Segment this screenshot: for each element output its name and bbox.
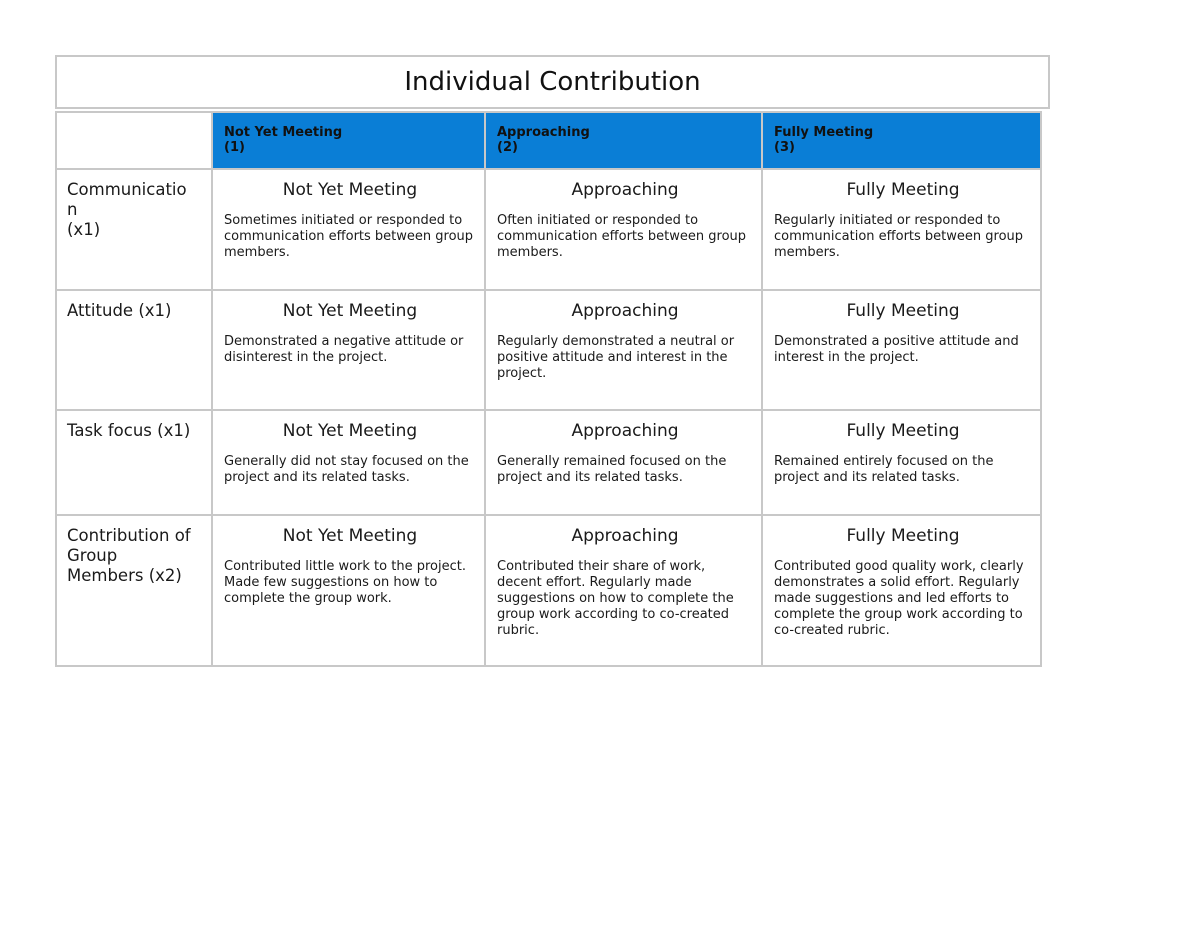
criterion-label: (x1) [67,220,101,239]
descriptor-cell [212,169,485,290]
level-heading: Approaching [571,421,679,441]
header-approaching [485,112,762,169]
descriptor-cell [762,410,1041,515]
header-row [56,112,1041,169]
level-heading: Approaching [571,526,679,546]
descriptor-cell [485,290,762,410]
descriptor-cell [762,290,1041,410]
level-description: Contributed little work to the project. Made few suggestions on how to complete the group work. [224,559,466,606]
header-fully-meeting [762,112,1041,169]
table-row [56,410,1041,515]
criterion-label: Task focus (x1) [67,421,191,440]
level-description: Demonstrated a positive attitude and interest in the project. [774,334,1019,365]
header-level-score: (1) [224,140,245,155]
criterion-label: Contribution of [67,526,191,545]
table-row [56,169,1041,290]
level-heading: Not Yet Meeting [282,421,418,441]
criterion-label: Communicatio [67,180,187,199]
table-row [56,515,1041,666]
level-heading: Fully Meeting [846,421,960,441]
descriptor-cell [212,290,485,410]
level-heading: Approaching [571,180,679,200]
criterion-contribution [56,515,212,666]
criterion-label: Members (x2) [67,566,182,585]
level-heading: Fully Meeting [846,526,960,546]
header-level-name: Approaching [497,125,590,140]
level-description: Contributed their share of work, decent effort. Regularly made suggestions on how to complete the group work according to co-created rubric. [497,559,734,638]
level-description: Regularly demonstrated a neutral or positive attitude and interest in the project. [497,334,735,381]
table-row [56,290,1041,410]
descriptor-cell [762,169,1041,290]
level-heading: Not Yet Meeting [282,301,418,321]
level-heading: Fully Meeting [846,180,960,200]
header-level-name: Not Yet Meeting [224,125,343,140]
level-description: Sometimes initiated or responded to communication efforts between group members. [224,213,474,260]
descriptor-cell [485,410,762,515]
descriptor-cell [485,169,762,290]
criterion-label: Group [67,546,118,565]
criterion-attitude [56,290,212,410]
level-description: Generally remained focused on the project and its related tasks. [497,454,727,485]
level-description: Remained entirely focused on the project and its related tasks. [774,454,994,485]
descriptor-cell [762,515,1041,666]
level-heading: Approaching [571,301,679,321]
level-heading: Not Yet Meeting [282,526,418,546]
level-description: Generally did not stay focused on the project and its related tasks. [224,454,469,485]
level-heading: Not Yet Meeting [282,180,418,200]
level-description: Contributed good quality work, clearly demonstrates a solid effort. Regularly made suggestions and led efforts to complete the group work according to co-created rubric. [774,559,1024,638]
descriptor-cell [485,515,762,666]
criterion-communication [56,169,212,290]
rubric-title: Individual Contribution [404,67,701,97]
header-blank-cell [56,112,212,169]
rubric-title-box [55,55,1050,109]
level-description: Often initiated or responded to communication efforts between group members. [497,213,747,260]
header-level-score: (2) [497,140,518,155]
header-level-score: (3) [774,140,795,155]
level-description: Demonstrated a negative attitude or disinterest in the project. [224,334,464,365]
level-heading: Fully Meeting [846,301,960,321]
criterion-task-focus [56,410,212,515]
header-not-yet-meeting [212,112,485,169]
rubric-table [55,111,1042,667]
level-description: Regularly initiated or responded to communication efforts between group members. [774,213,1024,260]
criterion-label: n [67,200,78,219]
descriptor-cell [212,410,485,515]
criterion-label: Attitude (x1) [67,301,172,320]
descriptor-cell [212,515,485,666]
header-level-name: Fully Meeting [774,125,874,140]
